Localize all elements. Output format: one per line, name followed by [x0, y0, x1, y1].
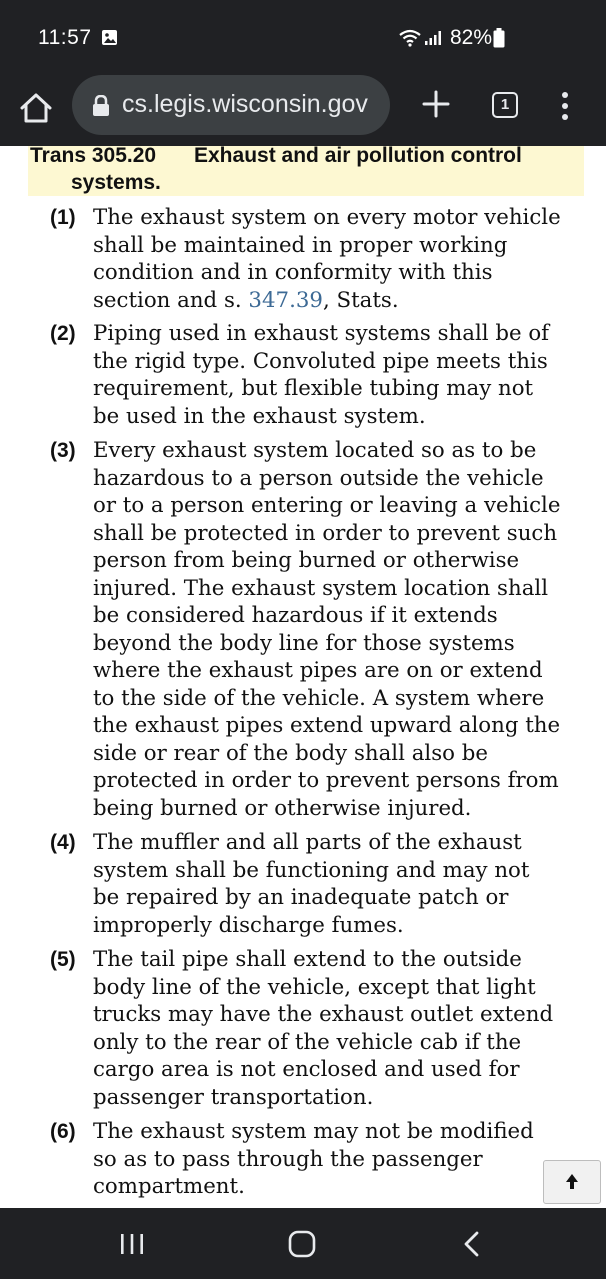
text-line: person from being burned or otherwise	[93, 548, 520, 573]
scroll-to-top-button[interactable]	[543, 1160, 601, 1204]
text-line: condition and in conformity with this	[93, 260, 493, 285]
text-line: Piping used in exhaust systems shall be of	[93, 321, 550, 346]
paragraph-text	[93, 204, 588, 314]
text-line: body line of the vehicle, except that light	[93, 974, 536, 1000]
back-icon[interactable]	[460, 1230, 484, 1258]
lock-icon	[92, 95, 110, 117]
text-line: system shall be functioning and may not	[93, 857, 530, 883]
status-bar	[0, 0, 606, 72]
text-line: The exhaust system may not be modified	[93, 1119, 534, 1144]
statute-link[interactable]: 347.39	[248, 287, 323, 313]
paragraph-number: (1)	[50, 206, 76, 229]
text-line: protected in order to prevent persons from	[93, 768, 559, 793]
new-tab-plus-icon[interactable]	[420, 88, 452, 120]
paragraph-number: (5)	[50, 948, 76, 971]
text-line: side or rear of the body shall also be	[93, 740, 488, 766]
home-nav-icon[interactable]	[287, 1230, 317, 1258]
status-time: 11:57	[38, 26, 92, 49]
text-segment: , Stats.	[322, 287, 399, 313]
text-segment: section and s.	[93, 287, 249, 313]
signal-icon	[424, 30, 444, 46]
address-bar[interactable]	[72, 75, 390, 135]
battery-percent: 82%	[450, 26, 493, 49]
home-icon[interactable]	[18, 90, 54, 126]
text-line: the rigid type. Convoluted pipe meets this	[93, 348, 548, 374]
text-line: be repaired by an inadequate patch or	[93, 885, 509, 910]
text-line: requirement, but flexible tubing may not	[93, 376, 534, 401]
browser-toolbar	[0, 72, 606, 146]
paragraph-number: (4)	[50, 831, 76, 854]
text-line: cargo area is not enclosed and used for	[93, 1057, 520, 1082]
text-line: shall be maintained in proper working	[93, 232, 508, 258]
recent-apps-icon[interactable]	[118, 1232, 146, 1256]
paragraph-text	[93, 1118, 588, 1201]
text-line: being burned or otherwise injured.	[93, 795, 472, 821]
text-line: hazardous to a person outside the vehicle	[93, 465, 544, 491]
section-heading	[28, 146, 584, 196]
text-line: to the side of the vehicle. A system where	[93, 685, 545, 711]
section-number: Trans 305.20	[30, 146, 157, 167]
text-line: injured. The exhaust system location shall	[93, 575, 549, 601]
battery-icon	[493, 28, 505, 48]
text-line: be used in the exhaust system.	[93, 403, 426, 429]
text-line: The exhaust system on every motor vehicle	[93, 205, 561, 230]
text-line: The tail pipe shall extend to the outside	[93, 947, 522, 972]
paragraph-number: (6)	[50, 1120, 76, 1143]
text-line	[93, 287, 588, 315]
paragraph-text	[93, 946, 588, 1111]
section-title-continued: systems.	[71, 171, 161, 194]
text-line: compartment.	[93, 1174, 245, 1199]
text-line: The muffler and all parts of the exhaust	[93, 830, 522, 855]
text-line: improperly discharge fumes.	[93, 912, 404, 938]
text-line: only to the rear of the vehicle cab if the	[93, 1029, 522, 1055]
gallery-notification-icon	[101, 29, 118, 46]
text-line: shall be protected in order to prevent such	[93, 520, 558, 546]
more-options-icon[interactable]	[558, 90, 572, 122]
paragraph-number: (2)	[50, 322, 76, 345]
page-content	[0, 146, 606, 1208]
tab-switcher-button[interactable]: 1	[492, 92, 518, 118]
text-line: where the exhaust pipes are on or extend	[93, 658, 543, 683]
paragraph-text	[93, 829, 588, 939]
paragraph-text	[93, 437, 588, 822]
text-line: trucks may have the exhaust outlet extend	[93, 1002, 554, 1027]
section-title: Exhaust and air pollution control	[194, 146, 522, 167]
text-line: or to a person entering or leaving a vehicle	[93, 493, 561, 518]
system-navigation-bar	[0, 1208, 606, 1279]
text-line: passenger transportation.	[93, 1084, 374, 1110]
paragraph-number: (3)	[50, 439, 76, 462]
text-line: beyond the body line for those systems	[93, 630, 515, 656]
url-text[interactable]: cs.legis.wisconsin.gov	[122, 90, 368, 118]
text-line: the exhaust pipes extend upward along the	[93, 713, 561, 738]
wifi-icon	[398, 28, 422, 48]
text-line: Every exhaust system located so as to be	[93, 438, 537, 463]
text-line: so as to pass through the passenger	[93, 1146, 483, 1172]
arrow-up-icon	[544, 1161, 600, 1203]
text-line: be considered hazardous if it extends	[93, 603, 498, 628]
paragraph-text	[93, 320, 588, 430]
